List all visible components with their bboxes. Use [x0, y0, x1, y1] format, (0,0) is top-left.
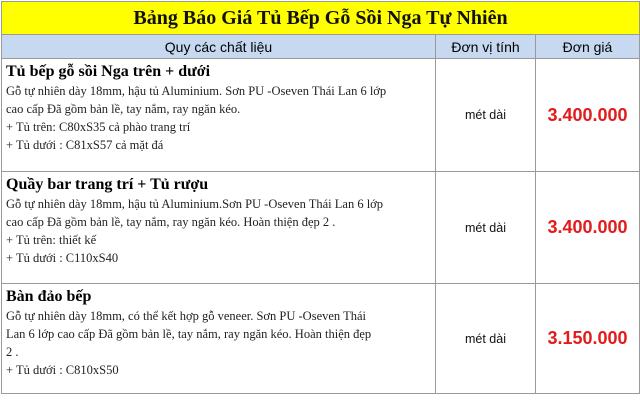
table-row	[2, 172, 640, 284]
item-detail-line: Gỗ tự nhiên dày 18mm, có thể kết hợp gỗ veneer. Sơn PU -Oseven Thái	[6, 309, 366, 323]
item-detail-line: Gỗ tự nhiên dày 18mm, hậu tủ Aluminium. Sơn PU -Oseven Thái Lan 6 lớp	[6, 84, 387, 98]
header-unit: Đơn vị tính	[436, 35, 536, 59]
item-detail-line: cao cấp Đã gồm bản lề, tay nắm, ray ngăn kéo. Hoàn thiện đẹp 2 .	[6, 215, 336, 229]
item-detail-line: + Tủ trên: thiết kế	[6, 233, 97, 247]
title-row	[2, 2, 640, 35]
item-description	[2, 284, 436, 394]
item-name: Bàn đảo bếp	[6, 288, 92, 305]
item-price: 3.150.000	[536, 284, 640, 394]
item-detail-line: + Tủ dưới : C81xS57 cả mặt đá	[6, 138, 164, 152]
item-name: Tủ bếp gỗ sồi Nga trên + dưới	[6, 63, 211, 80]
item-detail-line: + Tủ dưới : C110xS40	[6, 251, 119, 265]
item-detail-line: Gỗ tự nhiên dày 18mm, hậu tủ Aluminium.Sơn PU -Oseven Thái Lan 6 lớp	[6, 197, 384, 211]
header-price: Đơn giá	[536, 35, 640, 59]
item-detail-line: + Tủ dưới : C810xS50	[6, 363, 119, 377]
table-row	[2, 284, 640, 394]
item-details	[6, 307, 433, 379]
item-price: 3.400.000	[536, 59, 640, 172]
item-description	[2, 172, 436, 284]
table-row	[2, 59, 640, 172]
item-details	[6, 82, 433, 154]
item-unit: mét dài	[436, 284, 536, 394]
price-table	[1, 1, 640, 394]
item-name: Quầy bar trang trí + Tủ rượu	[6, 176, 209, 193]
item-unit: mét dài	[436, 59, 536, 172]
item-unit: mét dài	[436, 172, 536, 284]
table-title: Bảng Báo Giá Tủ Bếp Gỗ Sồi Nga Tự Nhiên	[2, 2, 640, 35]
item-detail-line: 2 .	[6, 345, 19, 359]
item-price: 3.400.000	[536, 172, 640, 284]
item-description	[2, 59, 436, 172]
item-details	[6, 195, 433, 267]
item-detail-line: cao cấp Đã gồm bản lề, tay nắm, ray ngăn kéo.	[6, 102, 241, 116]
header-row	[2, 35, 640, 59]
header-spec: Quy các chất liệu	[2, 35, 436, 59]
item-detail-line: Lan 6 lớp cao cấp Đã gồm bản lề, tay nắm, ray ngăn kéo. Hoàn thiện đẹp	[6, 327, 372, 341]
item-detail-line: + Tủ trên: C80xS35 cả phào trang trí	[6, 120, 191, 134]
